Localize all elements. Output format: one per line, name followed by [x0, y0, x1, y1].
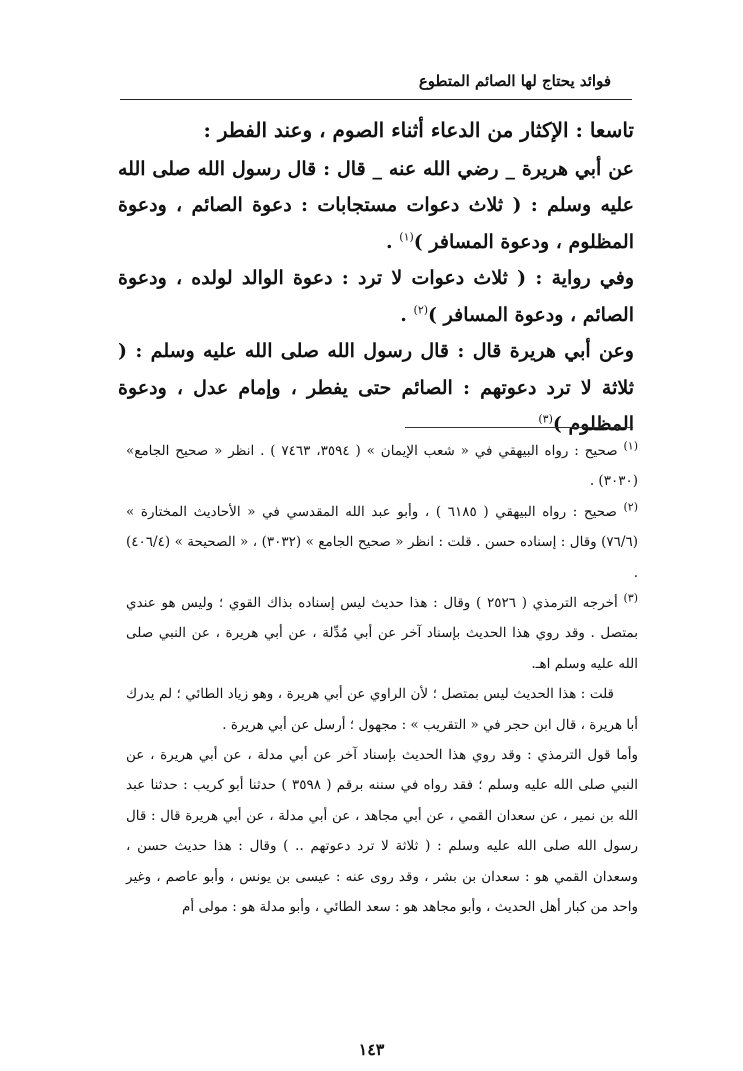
main-text — [118, 112, 634, 443]
footnote-marker-1: (١) — [623, 439, 638, 453]
running-header: فوائد يحتاج لها الصائم المتطوع — [418, 72, 611, 90]
footnote-marker-2: (٢) — [623, 500, 638, 514]
footnote-1 — [126, 436, 638, 497]
header-rule — [120, 99, 632, 100]
page-number: ١٤٣ — [358, 1040, 385, 1059]
hadith-paragraph-2 — [118, 260, 634, 333]
footnote-3-discussion: وأما قول الترمذي : وقد روي هذا الحديث بإسناد آخر عن أبي مدلة ، عن أبي هريرة ، عن النبي صلى الله عليه وسلم ؛ فقد رواه في سننه برقم ( ٣٥٩٨ ) حدثنا أبو كريب : حدثنا عبد الله بن نمير ، عن سعدان القمي ، عن أبي مجاهد ، عن أبي مدلة ، عن أبي هريرة قال : قال رسول الله صلى الله عليه وسلم : ( ثلاثة لا ترد دعوتهم .. ) وقال : هذا حديث حسن ، وسعدان القمي هو : سعدان بن بشر ، وقد روى عنه : عيسى بن يونس ، وأبو عاصم ، وغير واحد من كبار أهل الحديث ، وأبو مجاهد هو : سعد الطائي ، وأبو مدلة هو : مولى أم — [126, 747, 638, 916]
footnote-text-3: أخرجه الترمذي ( ٢٥٢٦ ) وقال : هذا حديث ليس إسناده بذاك القوي ؛ وليس هو عندي بمتصل . وقد روي هذا الحديث بإسناد آخر عن أبي مُدِّلة ، عن أبي هريرة ، عن النبي صلى الله عليه وسلم اهـ. — [126, 595, 638, 672]
footnotes — [126, 436, 638, 923]
footnote-3 — [126, 588, 638, 679]
hadith-text-1: عن أبي هريرة _ رضي الله عنه _ قال : قال رسول الله صلى الله عليه وسلم : ( ثلاث دعوات مستجابات : دعوة الصائم ، ودعوة المظلوم ، ودعوة المسافر ) — [118, 157, 634, 253]
footnote-text-2: صحيح : رواه البيهقي ( ٦١٨٥ ) ، وأبو عبد الله المقدسي في « الأحاديث المختارة » (٧٦/٦) وقال : إسناده حسن . قلت : انظر « صحيح الجامع » (٣٠٣٢) ، « الصحيحة » (٤٠٦/٤) . — [126, 503, 638, 581]
footnote-ref-1[interactable]: (١) — [399, 230, 414, 244]
hadith-text-2: وفي رواية : ( ثلاث دعوات لا ترد : دعوة الوالد لولده ، ودعوة الصائم ، ودعوة المسافر ) — [118, 267, 634, 326]
footnote-3-comment: قلت : هذا الحديث ليس بمتصل ؛ لأن الراوي عن أبي هريرة ، وهو زياد الطائي ؛ لم يدرك أبا هريرة ، قال ابن حجر في « التقريب » : مجهول ؛ أرسل عن أبي هريرة . — [126, 686, 638, 733]
hadith-text-3: وعن أبي هريرة قال : قال رسول الله صلى الله عليه وسلم : ( ثلاثة لا ترد دعوتهم : الصائم حتى يفطر ، وإمام عدل ، ودعوة المظلوم ) — [118, 340, 634, 435]
section-heading: تاسعا : الإكثار من الدعاء أثناء الصوم ، وعند الفطر : — [203, 118, 634, 142]
footnote-2 — [126, 497, 638, 588]
footnote-ref-3[interactable]: (٣) — [538, 412, 553, 426]
footnote-ref-2[interactable]: (٢) — [413, 303, 429, 317]
hadith-end-1: . — [386, 230, 400, 253]
hadith-paragraph-1 — [118, 151, 634, 261]
footnote-marker-3: (٣) — [623, 591, 638, 605]
hadith-end-2: . — [400, 303, 414, 326]
footnote-separator — [405, 427, 633, 428]
footnote-text-1: صحيح : رواه البيهقي في « شعب الإيمان » ( ٣٥٩٤، ٧٤٦٣ ) . انظر « صحيح الجامع» (٣٠٣٠) . — [126, 443, 638, 490]
